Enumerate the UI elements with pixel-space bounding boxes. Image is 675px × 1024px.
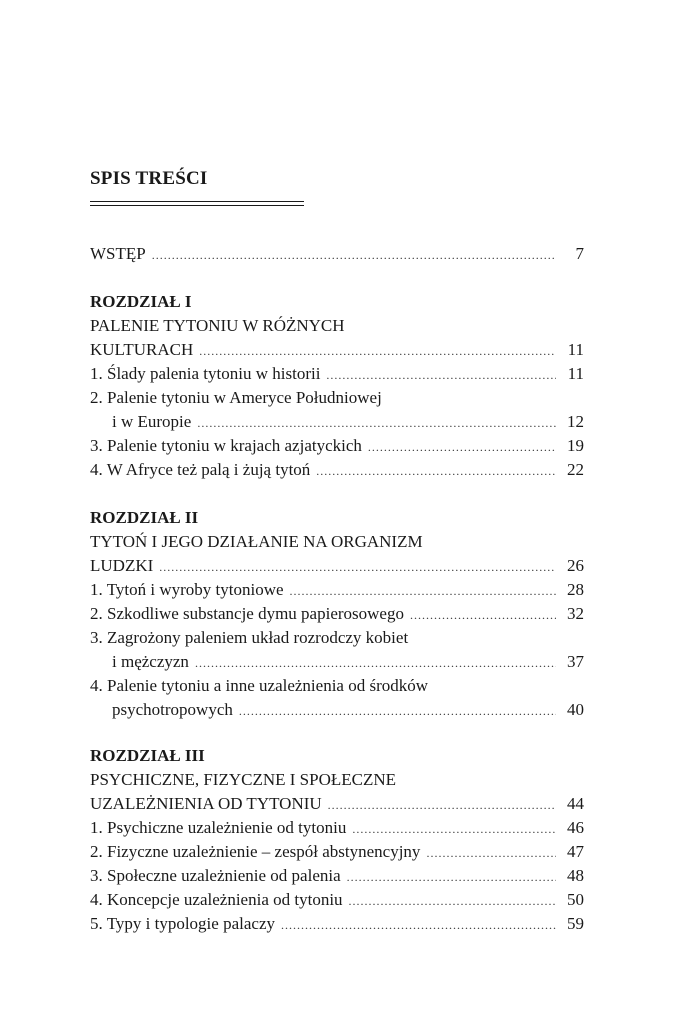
page-number: 32 [567,604,584,623]
dot-leader [199,339,556,363]
page-number: 11 [567,364,584,383]
toc-entry-chapter-1[interactable]: KULTURACH ..... 11 [90,338,584,362]
page-number: 59 [567,914,584,933]
dot-leader [290,579,556,603]
toc-entry[interactable]: 3. Społeczne uzależnienie od palenia ..... 48 [90,864,584,888]
page-number: 48 [567,866,584,885]
dot-leader [152,243,556,267]
toc-entry[interactable]: psychotropowych ..... 40 [90,698,584,722]
dot-leader [347,865,556,889]
toc-entry[interactable]: i mężczyzn ..... 37 [90,650,584,674]
toc-entry-line: 4. Palenie tytoniu a inne uzależnienia od środków [90,676,429,695]
dot-leader [197,411,556,435]
toc-entry[interactable]: 1. Ślady palenia tytoniu w historii ..... 11 [90,362,584,386]
chapter-label: ROZDZIAŁ I [90,292,192,311]
chapter-label: ROZDZIAŁ II [90,508,199,527]
toc-entry[interactable]: 2. Szkodliwe substancje dymu papierosowego ..... 32 [90,602,584,626]
toc-entry-chapter-2[interactable]: LUDZKI ..... 26 [90,554,584,578]
toc-entry-title: WSTĘP [90,244,146,263]
toc-entry-line: 3. Zagrożony paleniem układ rozrodczy kobiet [90,628,409,647]
toc-entry[interactable]: 3. Palenie tytoniu w krajach azjatyckich ..... 19 [90,434,584,458]
dot-leader [352,817,556,841]
toc-entry[interactable]: 5. Typy i typologie palaczy ..... 59 [90,912,584,936]
title-rule-upper [90,201,304,202]
dot-leader [410,603,556,627]
page-number: 47 [567,842,584,861]
dot-leader [159,555,556,579]
chapter-title-line: PSYCHICZNE, FIZYCZNE I SPOŁECZNE [90,770,397,789]
page-number: 40 [567,700,584,719]
page-number: 11 [567,340,584,359]
page-number: 28 [567,580,584,599]
toc-entry[interactable]: 1. Psychiczne uzależnienie od tytoniu ..... 46 [90,816,584,840]
dot-leader [326,363,556,387]
dot-leader [328,793,556,817]
toc-entry[interactable]: 4. Koncepcje uzależnienia od tytoniu ..... 50 [90,888,584,912]
page-number: 19 [567,436,584,455]
page-number: 12 [567,412,584,431]
dot-leader [349,889,556,913]
dot-leader [316,459,556,483]
toc-entry[interactable]: 4. W Afryce też palą i żują tytoń ..... 22 [90,458,584,482]
page-number: 7 [575,244,584,263]
chapter-label: ROZDZIAŁ III [90,746,205,765]
page-number: 37 [567,652,584,671]
dot-leader [368,435,556,459]
dot-leader [281,913,556,937]
page-title: SPIS TREŚCI [90,168,208,189]
page-number: 46 [567,818,584,837]
toc-entry[interactable]: 2. Fizyczne uzależnienie – zespół abstynencyjny ..... 47 [90,840,584,864]
dot-leader [239,699,556,723]
page-number: 44 [567,794,584,813]
dot-leader [426,841,556,865]
page-number: 22 [567,460,584,479]
chapter-title-line: PALENIE TYTONIU W RÓŻNYCH [90,316,345,335]
toc-entry-line: 2. Palenie tytoniu w Ameryce Południowej [90,388,382,407]
toc-entry-chapter-3[interactable]: UZALEŻNIENIA OD TYTONIU ..... 44 [90,792,584,816]
dot-leader [195,651,556,675]
toc-entry[interactable]: i w Europie ..... 12 [90,410,584,434]
page-number: 50 [567,890,584,909]
chapter-title-line: TYTOŃ I JEGO DZIAŁANIE NA ORGANIZM [90,532,423,551]
toc-entry[interactable]: 1. Tytoń i wyroby tytoniowe ..... 28 [90,578,584,602]
toc-entry-intro[interactable] [90,242,584,266]
page-number: 26 [567,556,584,575]
title-rule-lower [90,205,304,206]
